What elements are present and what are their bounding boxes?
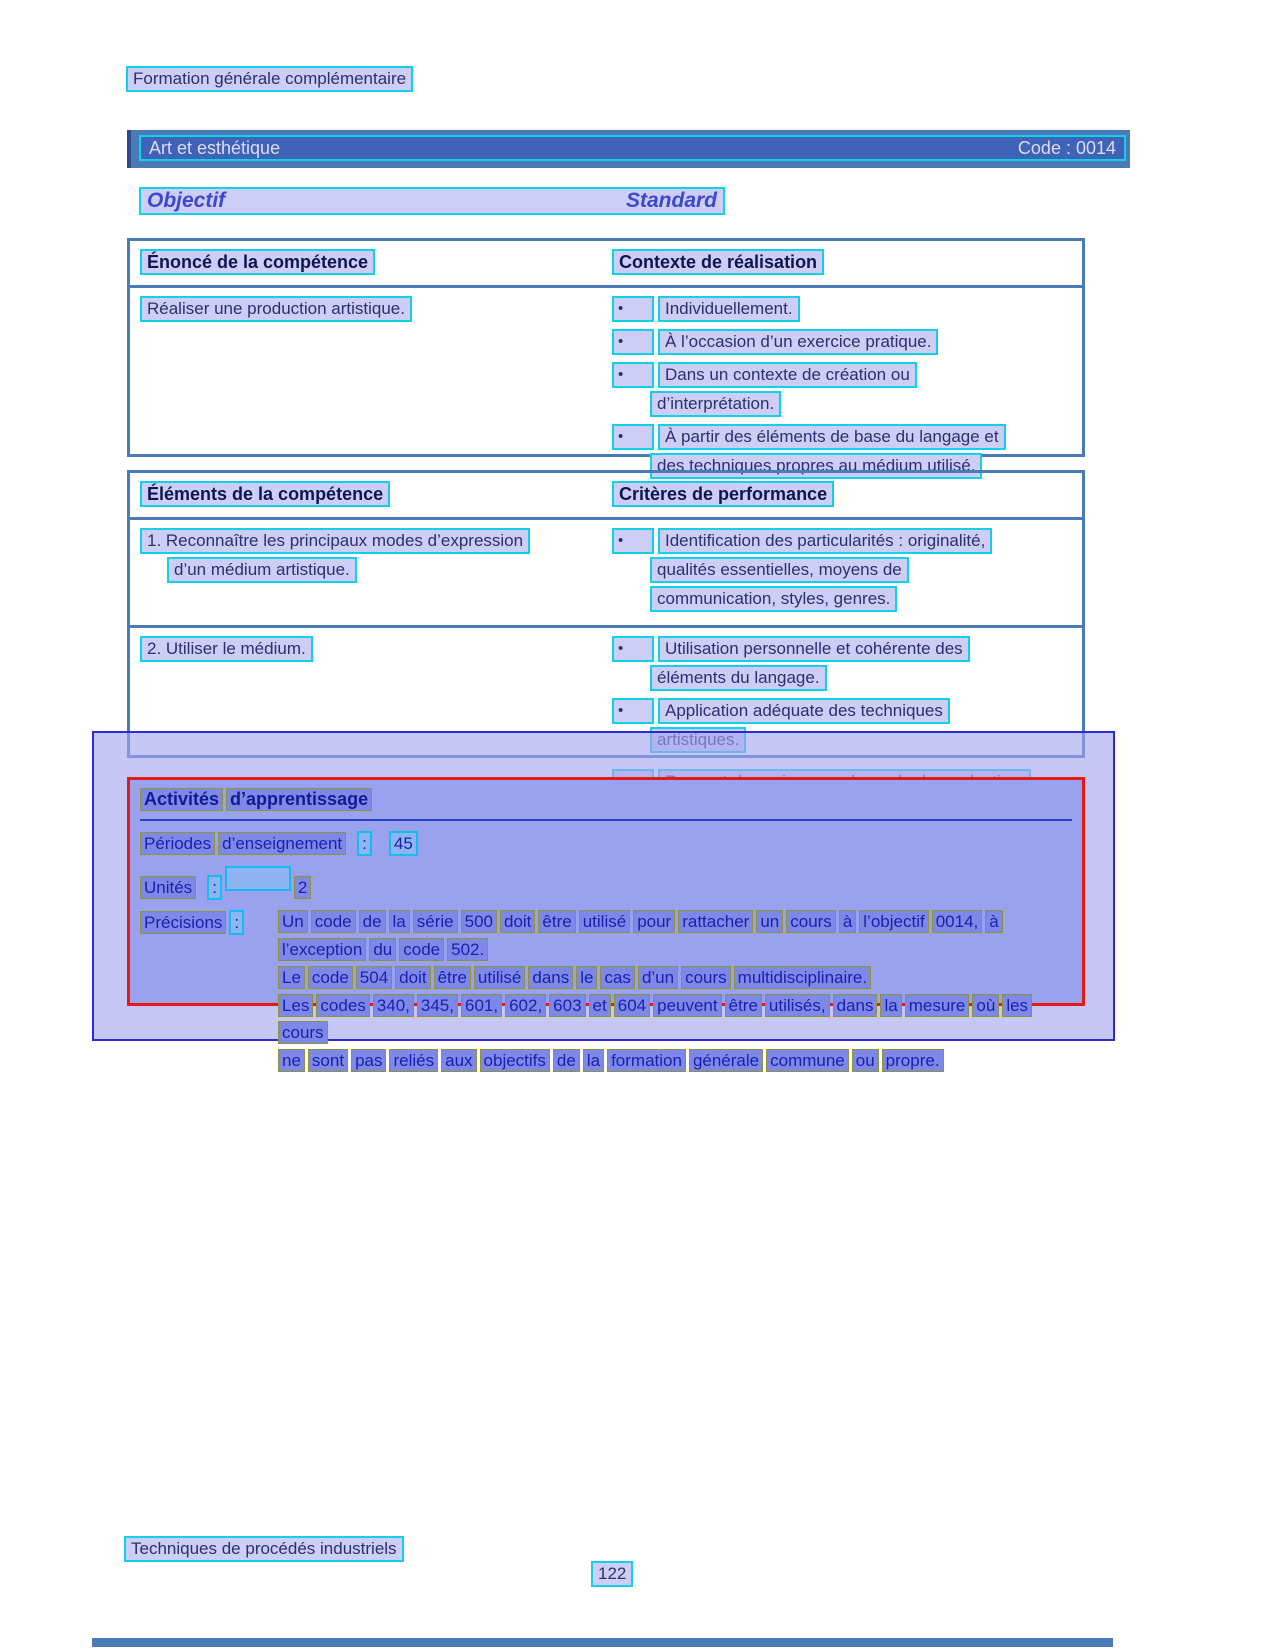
standard-heading: Standard — [625, 189, 717, 212]
periods-label: Périodes d’enseignement — [140, 836, 349, 853]
bottom-bar — [92, 1638, 1113, 1647]
element-2: 2. Utiliser le médium. — [140, 636, 313, 662]
tab-space-box — [225, 866, 291, 891]
bullet-icon: • — [612, 329, 654, 355]
context-item: À partir des éléments de base du langage et — [658, 424, 1006, 450]
page-number: 122 — [591, 1561, 633, 1587]
objectif-heading: Objectif — [147, 189, 226, 212]
bullet-icon: • — [612, 636, 654, 662]
table1-body-row — [130, 288, 1082, 492]
precisions-label: Précisions — [140, 911, 226, 934]
table1-header-row — [130, 241, 1082, 288]
precisions-label-cell — [140, 908, 278, 937]
bullet-icon: • — [612, 362, 654, 388]
colon-separator: : — [357, 831, 372, 856]
bullet-icon: • — [612, 528, 654, 554]
precision-line: Le code 504 doit être utilisé dans le cas d’un cours multidisciplinaire. — [278, 964, 1074, 991]
elements-criteres-table — [127, 470, 1085, 758]
bullet-icon: • — [612, 698, 654, 724]
table2-left-header: Éléments de la compétence — [140, 481, 390, 507]
precisions-text — [278, 908, 1074, 1075]
precision-line: ne sont pas reliés aux objectifs de la formation générale commune ou propre. — [278, 1047, 1074, 1074]
context-item: À l’occasion d’un exercice pratique. — [658, 329, 938, 355]
criterion-item: Utilisation personnelle et cohérente des — [658, 636, 970, 662]
title-bar — [127, 130, 1130, 168]
enonce-contexte-table — [127, 238, 1085, 475]
precisions-row — [140, 908, 1074, 1075]
element-1: 1. Reconnaître les principaux modes d’expression — [140, 528, 530, 554]
precision-line: Un code de la série 500 doit être utilisé pour rattacher un cours à l’objectif 0014, à — [278, 908, 1074, 935]
bullet-icon: • — [612, 424, 654, 450]
table1-left-header: Énoncé de la compétence — [140, 249, 375, 275]
units-row — [140, 864, 1074, 902]
colon-separator: : — [229, 910, 244, 935]
objectif-standard-row — [139, 187, 725, 215]
element-1-cont: d’un médium artistique. — [167, 557, 357, 583]
precision-line: l’exception du code 502. — [278, 936, 1074, 963]
context-item-cont: des techniques propres au médium utilisé. — [650, 453, 982, 479]
table1-right-header: Contexte de réalisation — [612, 249, 824, 275]
context-item-cont: d’interprétation. — [650, 391, 781, 417]
title-bar-highlight — [139, 135, 1126, 161]
activities-title: Activités d’apprentissage — [140, 786, 1074, 813]
course-code: Code : 0014 — [1017, 138, 1116, 158]
units-value: 2 — [294, 876, 311, 899]
table2-header-row — [130, 473, 1082, 520]
periods-value: 45 — [389, 831, 418, 856]
header-label: Formation générale complémentaire — [126, 66, 413, 92]
competence-statement: Réaliser une production artistique. — [140, 296, 412, 322]
table2-right-header: Critères de performance — [612, 481, 834, 507]
precision-line: Les codes 340, 345, 601, 602, 603 et 604 peuvent être utilisés, dans la mesure où lescours — [278, 992, 1074, 1046]
context-item: Dans un contexte de création ou — [658, 362, 917, 388]
activities-box — [127, 777, 1085, 1070]
course-title: Art et esthétique — [149, 138, 281, 158]
activities-divider — [140, 819, 1072, 821]
criterion-item: Identification des particularités : originalité, — [658, 528, 992, 554]
colon-separator: : — [207, 875, 222, 900]
table2-row-1 — [130, 520, 1082, 625]
criterion-item: Application adéquate des techniques — [658, 698, 950, 724]
criterion-item-cont: qualités essentielles, moyens de — [650, 557, 909, 583]
footer-label: Techniques de procédés industriels — [124, 1536, 404, 1562]
bullet-icon: • — [612, 296, 654, 322]
periods-row — [140, 829, 1074, 858]
criterion-item-cont: éléments du langage. — [650, 665, 827, 691]
criterion-item-cont: communication, styles, genres. — [650, 586, 897, 612]
units-label: Unités — [140, 876, 196, 899]
context-item: Individuellement. — [658, 296, 800, 322]
